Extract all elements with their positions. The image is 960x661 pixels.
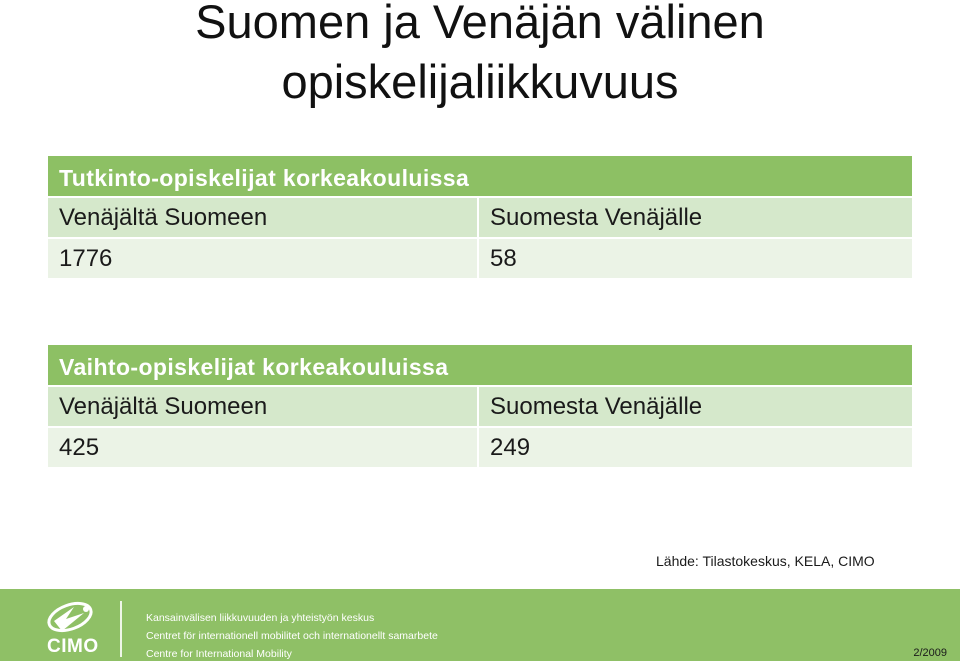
degree-students-table	[48, 156, 912, 278]
slide-title-line-2: opiskelijaliikkuvuus	[281, 55, 679, 108]
table-row-values	[48, 237, 912, 278]
column-label-russia-to-finland: Venäjältä Suomeen	[48, 198, 479, 237]
organization-names	[146, 609, 438, 661]
column-label-finland-to-russia: Suomesta Venäjälle	[479, 387, 912, 426]
value-finland-to-russia: 58	[479, 239, 912, 278]
source-note: Lähde: Tilastokeskus, KELA, CIMO	[656, 553, 875, 569]
column-label-russia-to-finland: Venäjältä Suomeen	[48, 387, 479, 426]
table-header: Tutkinto-opiskelijat korkeakouluissa	[48, 156, 912, 196]
exchange-students-table	[48, 345, 912, 467]
org-name-english: Centre for International Mobility	[146, 648, 292, 660]
column-label-finland-to-russia: Suomesta Venäjälle	[479, 198, 912, 237]
table-row-values	[48, 426, 912, 467]
footer-divider	[120, 601, 122, 657]
logo-wordmark: CIMO	[47, 636, 99, 657]
table-header: Vaihto-opiskelijat korkeakouluissa	[48, 345, 912, 385]
value-russia-to-finland: 1776	[48, 239, 479, 278]
value-russia-to-finland: 425	[48, 428, 479, 467]
slide-date: 2/2009	[913, 647, 947, 659]
slide-title-line-1: Suomen ja Venäjän välinen	[195, 0, 765, 48]
table-row-labels	[48, 196, 912, 237]
slide-title	[0, 0, 960, 112]
org-name-finnish: Kansainvälisen liikkuvuuden ja yhteistyön keskus	[146, 612, 375, 624]
footer-bar	[0, 589, 960, 661]
value-finland-to-russia: 249	[479, 428, 912, 467]
table-row-labels	[48, 385, 912, 426]
org-name-swedish: Centret för internationell mobilitet och internationellt samarbete	[146, 630, 438, 642]
